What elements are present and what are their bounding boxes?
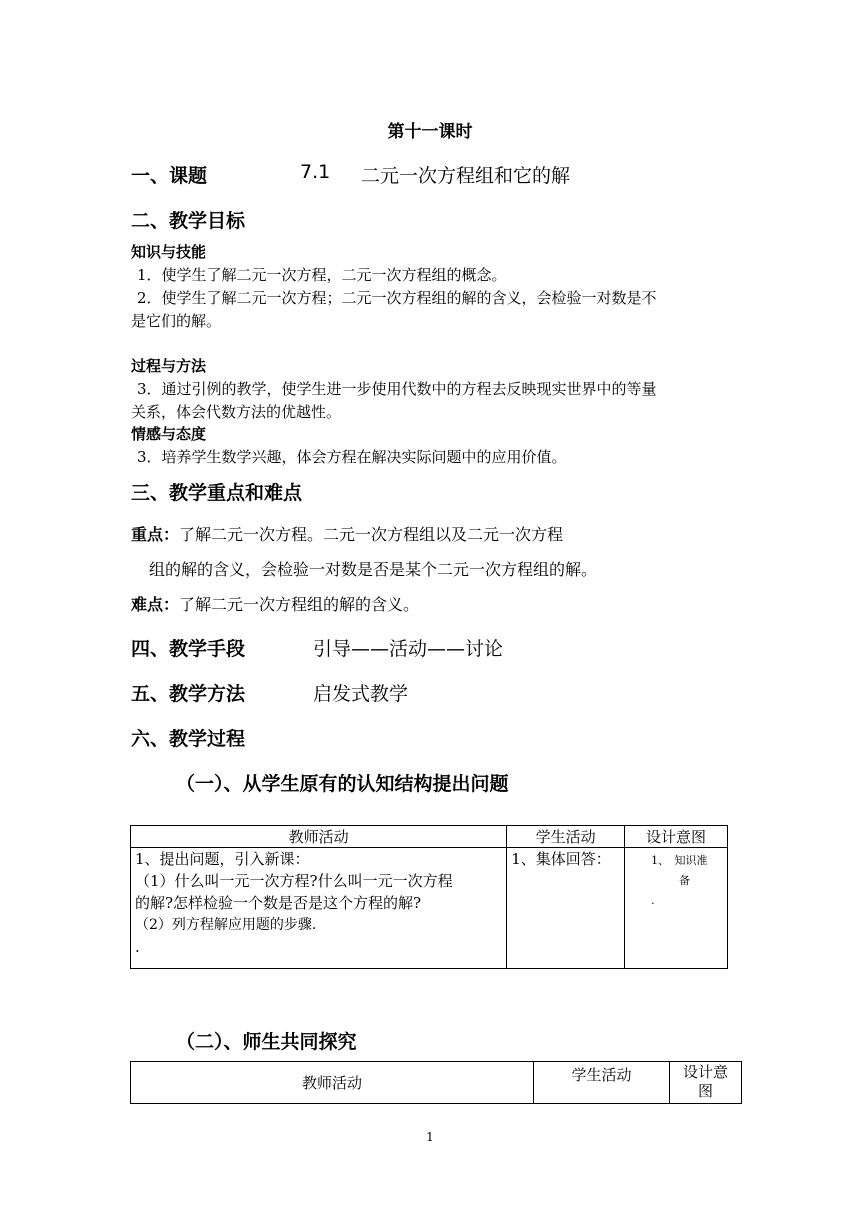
section-4-label: 四、教学手段 [131, 638, 246, 660]
table1-teacher-line-4: （2）列方程解应用题的步骤. [135, 917, 317, 933]
table1-intent-line-3: . [651, 894, 655, 907]
page-number: 1 [426, 1130, 434, 1144]
table2-header-intent [670, 1062, 742, 1104]
activity-table-2 [130, 1061, 742, 1104]
table1-intent-cell [625, 848, 728, 969]
table1-teacher-cell [131, 848, 507, 969]
section-2-label: 二、教学目标 [131, 210, 246, 232]
table1-teacher-line-3: 的解?怎样检验一个数是否是这个方程的解? [135, 894, 422, 912]
knowledge-heading: 知识与技能 [131, 243, 207, 261]
table1-header-teacher: 教师活动 [131, 826, 507, 848]
table1-header-student: 学生活动 [507, 826, 625, 848]
section-1-topic: 二元一次方程组和它的解 [361, 165, 571, 187]
table1-teacher-line-5: . [135, 938, 140, 956]
table1-student-text: 1、集体回答： [511, 850, 611, 868]
difficulty-text: 了解二元一次方程组的解的含义。 [179, 595, 420, 614]
section-3-label: 三、教学重点和难点 [131, 482, 303, 504]
process-heading: 过程与方法 [131, 357, 207, 375]
table1-intent-line-1: 1、 知识准 [651, 854, 708, 867]
difficulty-point [131, 592, 419, 615]
key-point [131, 522, 563, 545]
emotion-heading: 情感与态度 [131, 425, 207, 443]
part-1-heading: （一）、从学生原有的认知结构提出问题 [176, 773, 509, 795]
table1-teacher-line-1: 1、提出问题，引入新课： [135, 850, 310, 868]
table2-header-intent-line-2: 图 [697, 1082, 713, 1100]
table2-header-intent-line-1: 设计意 [682, 1063, 728, 1081]
section-1-number: 7.1 [300, 161, 331, 183]
key-point-label: 重点： [131, 525, 180, 544]
table2-header-teacher: 教师活动 [131, 1062, 534, 1104]
table1-student-cell [507, 848, 625, 969]
emotion-item-3: 3．培养学生数学兴趣，体会方程在解决实际问题中的应用价值。 [137, 448, 567, 466]
knowledge-item-1: 1．使学生了解二元一次方程，二元一次方程组的概念。 [137, 266, 507, 284]
table2-header-student: 学生活动 [534, 1062, 670, 1104]
section-4-value: 引导——活动——讨论 [313, 638, 504, 660]
difficulty-label: 难点： [131, 595, 180, 614]
section-5-label: 五、教学方法 [131, 683, 246, 705]
process-item-3a: 3．通过引例的教学，使学生进一步使用代数中的方程去反映现实世界中的等量 [137, 380, 657, 398]
key-point-text: 了解二元一次方程。二元一次方程组以及二元一次方程 [179, 525, 564, 544]
key-point-text-2: 组的解的含义，会检验一对数是否是某个二元一次方程组的解。 [149, 560, 598, 579]
section-5-value: 启发式教学 [313, 683, 409, 705]
part-2-heading: （二）、师生共同探究 [176, 1031, 357, 1053]
section-6-label: 六、教学过程 [131, 728, 246, 750]
process-item-3b: 关系，体会代数方法的优越性。 [131, 403, 342, 421]
section-1-label: 一、课题 [131, 165, 208, 187]
table1-teacher-line-2: （1）什么叫一元一次方程?什么叫一元一次方程 [135, 872, 453, 890]
lesson-title: 第十一课时 [387, 122, 473, 142]
knowledge-item-2b: 是它们的解。 [131, 312, 222, 330]
table1-intent-line-2: 备 [679, 874, 691, 887]
table1-header-intent: 设计意图 [625, 826, 728, 848]
activity-table-1 [130, 825, 728, 969]
knowledge-item-2a: 2．使学生了解二元一次方程；二元一次方程组的解的含义，会检验一对数是不 [137, 289, 657, 307]
